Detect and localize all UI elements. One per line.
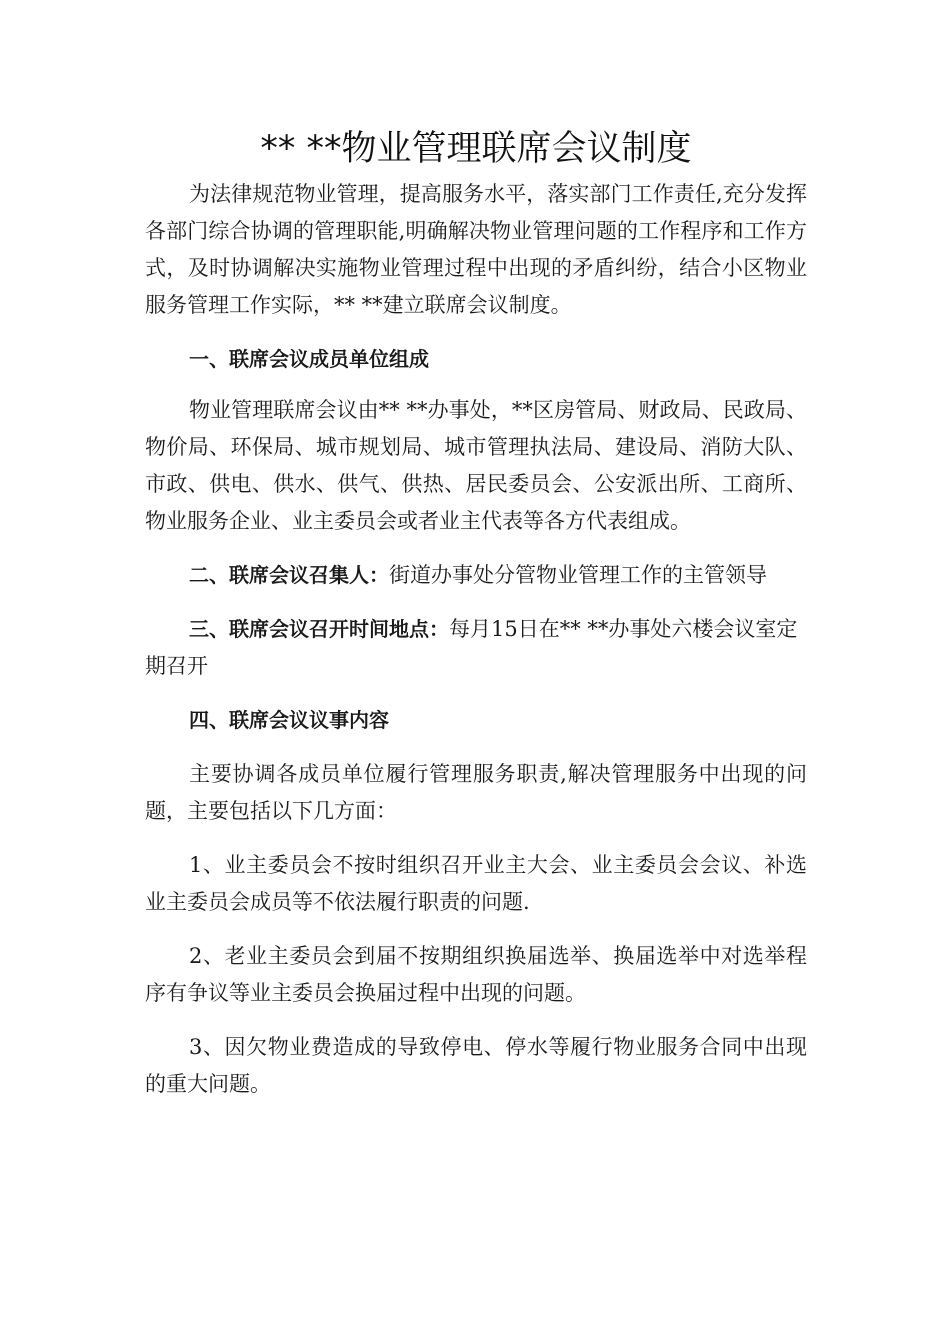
section3-heading: 三、联席会议召开时间地点：: [189, 617, 449, 641]
list-item: 2、老业主委员会到届不按期组织换届选举、换届选举中对选举程序有争议等业主委员会换届过程中出现的问题。: [145, 944, 807, 1005]
section1-heading: 一、联席会议成员单位组成: [189, 347, 429, 371]
list-item: 1、业主委员会不按时组织召开业主大会、业主委员会会议、补选业主委员会成员等不依法履行职责的问题.: [145, 853, 807, 914]
document-body: [145, 124, 807, 1103]
intro-paragraph: 为法律规范物业管理，提高服务水平，落实部门工作责任,充分发挥各部门综合协调的管理职能,明确解决物业管理问题的工作程序和工作方式，及时协调解决实施物业管理过程中出现的矛盾纠纷，结合小区物业服务管理工作实际，** **建立联席会议制度。: [145, 182, 807, 317]
document-title: ** **物业管理联席会议制度: [260, 129, 692, 169]
section1-body: 物业管理联席会议由** **办事处，**区房管局、财政局、民政局、物价局、环保局、城市规划局、城市管理执法局、建设局、消防大队、市政、供电、供水、供气、供热、居民委员会、公安派出所、工商所、物业服务企业、业主委员会或者业主代表等各方代表组成。: [145, 398, 807, 533]
section4-body: 主要协调各成员单位履行管理服务职责,解决管理服务中出现的问题，主要包括以下几方面：: [145, 762, 807, 823]
section2-body: 街道办事处分管物业管理工作的主管领导: [389, 563, 767, 587]
section2-heading: 二、联席会议召集人：: [189, 563, 389, 587]
section3-body: 每月15日在** **办事处六楼会议室定期召开: [145, 617, 798, 678]
section3-paragraph: [145, 611, 807, 685]
section4-heading: 四、联席会议议事内容: [189, 708, 389, 732]
section2-paragraph: [145, 557, 807, 594]
list-item: 3、因欠物业费造成的导致停电、停水等履行物业服务合同中出现的重大问题。: [145, 1035, 807, 1096]
